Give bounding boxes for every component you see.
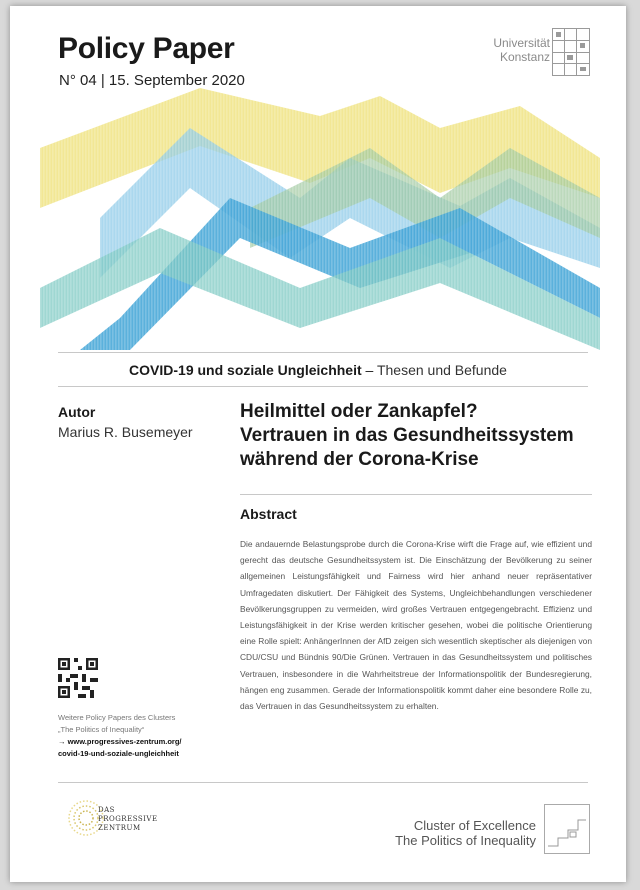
- dpz-line2: PROGRESSIVE: [98, 815, 158, 823]
- abstract-body: Die andauernde Belastungsprobe durch die Corona-Krise wirft die Frage auf, wie effizient und gerecht das deutsche Gesundheitssystem ist. Die Einschätzung der Bevölkerung zu seiner allgemeinen Leistungsfähigkeit und Fairness wird hier anhand neuer repräsentativer Umfragedaten diskutiert. Der Fähigkeit des Systems, Ungleichbehandlungen verschiedener Bevölkerungsgruppen zu vermeiden, wird großes Vertrauen entgegengebracht. Effizienz und Leistungsfähigkeit in der Krise werden kritischer gesehen, wobei die politische Orientierung eine Rolle spielt: AnhängerInnen der AfD zeigen sich wesentlich skeptischer als diejenigen von CDU/CSU und Bündnis 90/Die Grünen. Vertrauen in das Gesundheitssystem und politisches Vertrauen, insbesondere in die Wahrheitstreue der Informationspolitik der Bundesregierung, hängen eng zusammen. Gerade der Informationspolitik kommt daher eine besondere Rolle zu, das Vertrauen in das Gesundheitssystem zu erhalten.: [240, 539, 592, 712]
- series-topic: COVID-19 und soziale Ungleichheit: [129, 362, 362, 378]
- author-name: Marius R. Busemeyer: [58, 424, 193, 440]
- link-line2[interactable]: covid-19-und-soziale-ungleichheit: [58, 749, 179, 758]
- qr-code-icon: [58, 658, 98, 698]
- page-title: Policy Paper: [58, 32, 235, 65]
- dpz-line1: DAS: [98, 806, 115, 814]
- university-logo-icon: [552, 28, 590, 76]
- headline-line3: während der Corona-Krise: [240, 449, 479, 470]
- cover-wave-graphic: [40, 88, 600, 350]
- paper-headline: [240, 400, 600, 472]
- more-papers-line1: Weitere Policy Papers des Clusters: [58, 713, 176, 722]
- headline-line2: Vertrauen in das Gesundheitssystem: [240, 425, 574, 446]
- divider: [58, 782, 588, 783]
- more-papers-link[interactable]: [58, 736, 243, 760]
- series-line: [10, 362, 626, 378]
- abstract-heading: Abstract: [240, 506, 297, 522]
- cluster-line1: Cluster of Excellence: [413, 818, 536, 833]
- link-line1[interactable]: → www.progressives-zentrum.org/: [58, 737, 182, 746]
- university-name: [493, 36, 550, 64]
- divider: [58, 352, 588, 353]
- dpz-line3: ZENTRUM: [98, 824, 141, 832]
- more-papers-note: [58, 712, 238, 736]
- divider: [240, 494, 592, 495]
- series-dash: –: [361, 362, 377, 378]
- cluster-logo-icon: [544, 804, 590, 854]
- headline-line1: Heilmittel oder Zankapfel?: [240, 401, 478, 422]
- author-label: Autor: [58, 404, 96, 420]
- divider: [58, 386, 588, 387]
- university-name-line1: Universität: [493, 36, 550, 50]
- cluster-name: [395, 818, 536, 848]
- issue-date: N° 04 | 15. September 2020: [59, 72, 245, 89]
- more-papers-line2: „The Politics of Inequality“: [58, 725, 145, 734]
- cluster-line2: The Politics of Inequality: [395, 833, 536, 848]
- university-name-line2: Konstanz: [499, 50, 550, 64]
- series-subtitle: Thesen und Befunde: [376, 362, 507, 378]
- progressive-zentrum-name: [98, 806, 158, 833]
- policy-paper-page: [10, 6, 626, 882]
